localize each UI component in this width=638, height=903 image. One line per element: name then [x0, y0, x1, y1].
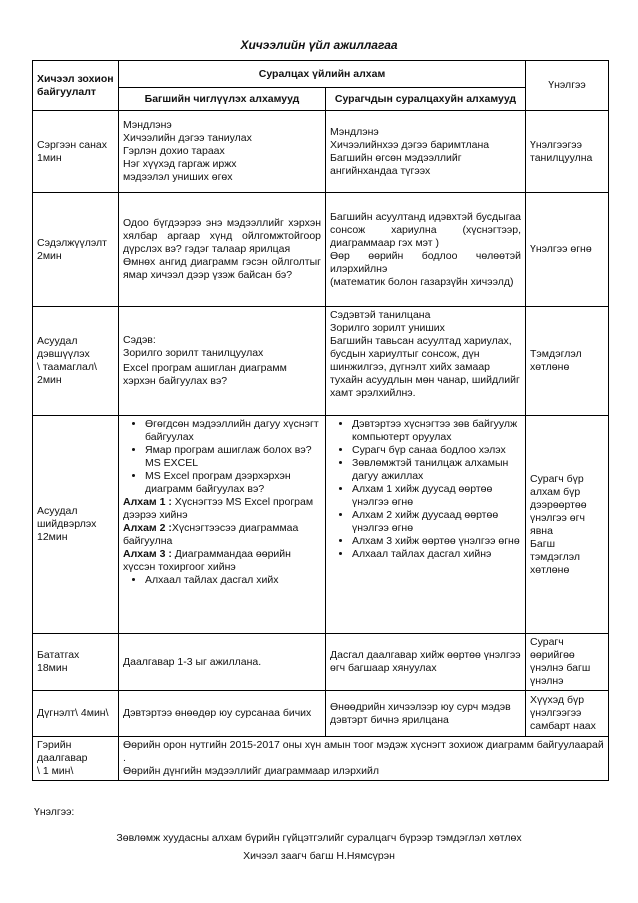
- table-row: [33, 416, 609, 634]
- list-item: • Ямар програм ашиглаж болох вэ? MS EXCEL: [145, 444, 321, 470]
- student-cell: Багшийн асуултанд идэвхтэй бусдыгаа сонсож хариулна (хүснэгтээр, диаграммаар гэх мэт ) Өөр өөрийн бодлоо чөлөөтэй илэрхийлнэ (математик болон газарзүйн хичээлд): [326, 193, 526, 307]
- header-teacher: Багшийн чиглүүлэх алхамууд: [119, 88, 326, 111]
- eval-cell: Хүүхэд бүр үнэлгээгээ самбарт наах: [526, 691, 609, 737]
- list-item: • Алхаал тайлах дасгал хийх: [145, 574, 321, 587]
- student-cell: Дасгал даалгавар хийж өөртөө үнэлгээ өгч багшаар хянуулах: [326, 634, 526, 691]
- teacher-cell: [119, 416, 326, 634]
- teacher-cell: Мэндлэнэ Хичээлийн дэгээ таниулах Гэрлэн дохио тараах Нэг хүүхэд гаргаж иржх мэдээлэл униших өгөх: [119, 111, 326, 193]
- header-student: Сурагчдын суралцахуйн алхамууд: [326, 88, 526, 111]
- footer-note: Зөвлөмж хуудасны алхам бүрийн гүйцэтгэлийг суралцагч бүрээр тэмдэглэл хөтлөх: [116, 832, 522, 844]
- table-row: [33, 193, 609, 307]
- stage-cell: Гэрийн даалгавар \ 1 мин\: [33, 737, 119, 781]
- footer-teacher: Хичээл заагч багш Н.Нямсүрэн: [243, 850, 395, 862]
- eval-cell: Тэмдэглэл хөтлөнө: [526, 307, 609, 416]
- table-row: [33, 634, 609, 691]
- stage-cell: Сэдэлжүүлэлт 2мин: [33, 193, 119, 307]
- eval-cell: Сурагч бүр алхам бүр дээрөөртөө үнэлгээ өгч явна Багш тэмдэглэл хөтлөнө: [526, 416, 609, 634]
- student-cell: Мэндлэнэ Хичээлийнхээ дэгээ баримтлана Багшийн өгсөн мэдээллийг ангийнхандаа түгээх: [326, 111, 526, 193]
- list-item: • Сурагч бүр санаа бодлоо хэлэх: [352, 444, 521, 457]
- step-3: Алхам 3 : Диаграммандаа өөрийн хүссэн тохиргоог хийнэ: [123, 548, 291, 573]
- student-cell: Өнөөдрийн хичээлээр юу сурч мэдэв дэвтэрт бичнэ ярилцана: [326, 691, 526, 737]
- teacher-cell: Сэдэв: Зорилго зорилт танилцуулах Excel програм ашиглан диаграмм хэрхэн байгуулах вэ?: [119, 307, 326, 416]
- stage-cell: Дүгнэлт\ 4мин\: [33, 691, 119, 737]
- step-1: Алхам 1 : Хүснэгтээ MS Excel програм дээрээ хийнэ: [123, 496, 314, 521]
- eval-cell: Үнэлгээгээ танилцуулна: [526, 111, 609, 193]
- list-item: • Алхам 2 хийж дуусаад өөртөө үнэлгээ өгнө: [352, 509, 521, 535]
- stage-cell: Бататгах 18мин: [33, 634, 119, 691]
- teacher-cell: Дэвтэртээ өнөөдөр юу сурсанаа бичих: [119, 691, 326, 737]
- stage-cell: Сэргээн санах 1мин: [33, 111, 119, 193]
- eval-cell: Үнэлгээ өгнө: [526, 193, 609, 307]
- page-title: Хичээлийн үйл ажиллагаа: [240, 38, 398, 52]
- list-item: • Өгөгдсөн мэдээллийн дагуу хүснэгт байгуулах: [145, 418, 321, 444]
- homework-row: [33, 737, 609, 781]
- list-item: • Алхам 1 хийж дуусад өөртөө үнэлгээ өгнө: [352, 483, 521, 509]
- evaluation-label: Үнэлгээ:: [34, 806, 75, 818]
- student-bullet-list: [330, 418, 521, 561]
- list-item: • Дэвтэртээ хүснэгтээ зөв байгуулж компьютерт оруулах: [352, 418, 521, 444]
- list-item: • Алхам 3 хийж өөртөө үнэлгээ өгнө: [352, 535, 521, 548]
- list-item: • Зөвлөмжтэй танилцаж алхамын дагуу ажиллах: [352, 457, 521, 483]
- eval-cell: Сурагч өөрийгөө үнэлнэ багш үнэлнэ: [526, 634, 609, 691]
- list-item: • Алхаал тайлах дасгал хийнэ: [352, 548, 521, 561]
- table-row: [33, 691, 609, 737]
- teacher-cell: Одоо бүгдээрээ энэ мэдээллийг хэрхэн хялбар аргаар хүнд ойлгомжтойгоор дүрслэх вэ? гэдэг талаар ярилцая Өмнөх ангид диаграмм гэсэн ойлголтыг ямар хичээл дээр үзэж байсан бэ?: [119, 193, 326, 307]
- student-cell: Сэдэвтэй танилцана Зорилго зорилт униших Багшийн тавьсан асуултад хариулах, бусдын хариултыг сонсож, дүн шинжилгээ, дүгнэлт хийх замаар тухайн асуудлын мөн чанар, шийдлийг хамт эрэлхийлнэ.: [326, 307, 526, 416]
- header-stage: Хичээл зохион байгуулалт: [33, 61, 119, 111]
- teacher-bullet-list: [123, 574, 321, 587]
- header-process: Суралцах үйлийн алхам: [119, 61, 526, 88]
- stage-cell: Асуудал шийдвэрлэх 12мин: [33, 416, 119, 634]
- lesson-table: [32, 60, 609, 781]
- header-eval: Үнэлгээ: [526, 61, 609, 111]
- student-cell: [326, 416, 526, 634]
- step-2: Алхам 2 :Хүснэгтээсээ диаграммаа байгуулна: [123, 522, 299, 547]
- table-row: [33, 307, 609, 416]
- teacher-cell: Даалгавар 1-3 ыг ажиллана.: [119, 634, 326, 691]
- stage-cell: Асуудал дэвшүүлэх \ таамаглал\ 2мин: [33, 307, 119, 416]
- list-item: • MS Excel програм дээрхэрхэн диаграмм байгуулах вэ?: [145, 470, 321, 496]
- table-row: [33, 111, 609, 193]
- homework-cell: Өөрийн орон нутгийн 2015-2017 оны хүн амын тоог мэдэж хүснэгт зохиож диаграмм байгуулаарай . Өөрийн дүнгийн мэдээллийг диаграммаар илэрхийл: [119, 737, 609, 781]
- teacher-bullet-list: [123, 418, 321, 496]
